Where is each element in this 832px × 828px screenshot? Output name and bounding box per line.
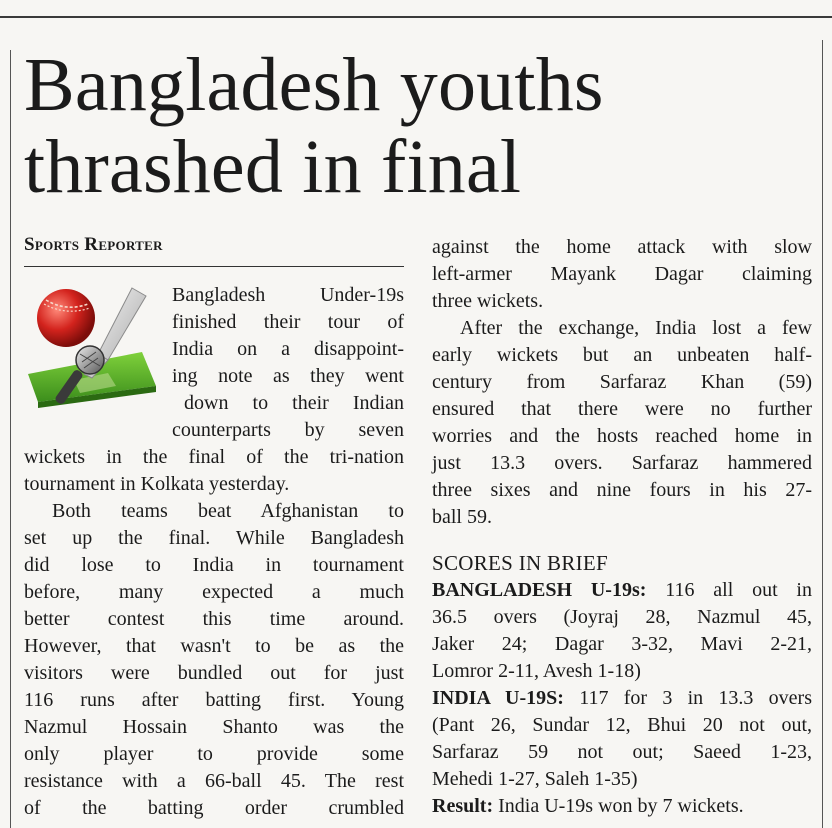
text-line: ensured that there were no further: [432, 398, 812, 420]
score-text: 117 for 3 in 13.3 overs: [563, 687, 812, 709]
column-1-body: [24, 444, 404, 822]
text-line: ball 59.: [432, 506, 492, 528]
text-line: 36.5 overs (Joyraj 28, Nazmul 45,: [432, 606, 812, 628]
text-line: Both teams beat Afghanistan to: [52, 500, 404, 522]
text-line: Nazmul Hossain Shanto was the: [24, 716, 404, 738]
text-line: (Pant 26, Sundar 12, Bhui 20 not out,: [432, 714, 812, 736]
text-line: [432, 577, 812, 604]
column-rule-right: [822, 40, 823, 828]
text-line: three sixes and nine fours in his 27-: [432, 479, 812, 501]
text-line: counterparts by seven: [172, 419, 404, 441]
score-text: 116 all out in: [646, 579, 812, 601]
text-line: three wickets.: [432, 290, 544, 312]
cricket-ball-bat-microphone-icon: [24, 282, 164, 417]
team-label: BANGLADESH U-19s:: [432, 579, 647, 601]
text-line: against the home attack with slow: [432, 236, 812, 258]
column-1-intro: [172, 282, 404, 444]
text-line: century from Sarfaraz Khan (59): [432, 371, 812, 393]
text-line: better contest this time around.: [24, 608, 404, 630]
text-line: [432, 685, 812, 712]
text-line: Bangladesh Under-19s: [172, 284, 404, 306]
column-rule-left: [10, 50, 11, 828]
text-line: finished their tour of: [172, 311, 404, 333]
text-line: just 13.3 overs. Sarfaraz hammered: [432, 452, 812, 474]
text-line: 116 runs after batting first. Young: [24, 689, 404, 711]
headline: [24, 44, 814, 208]
text-line: However, that wasn't to be as the: [24, 635, 404, 657]
text-line: After the exchange, India lost a few: [460, 317, 812, 339]
scores-heading: SCORES IN BRIEF: [432, 551, 609, 575]
headline-line-2: thrashed in final: [24, 125, 522, 209]
scores-in-brief: [432, 550, 812, 820]
team-label: INDIA U-19S:: [432, 687, 564, 709]
byline-rule: [24, 266, 404, 267]
top-rule: [0, 16, 832, 18]
result-text: India U-19s won by 7 wickets.: [493, 795, 744, 817]
text-line: Lomror 2-11, Avesh 1-18): [432, 660, 641, 682]
text-line: worries and the hosts reached home in: [432, 425, 812, 447]
text-line: ing note as they went: [172, 365, 404, 387]
text-line: India on a disappoint-: [172, 338, 404, 360]
result-label: Result:: [432, 795, 494, 817]
headline-line-1: Bangladesh youths: [24, 43, 604, 127]
text-line: down to their Indian: [184, 392, 404, 414]
text-line: left-armer Mayank Dagar claiming: [432, 263, 812, 285]
text-line: Jaker 24; Dagar 3-32, Mavi 2-21,: [432, 633, 812, 655]
text-line: wickets in the final of the tri-nation: [24, 446, 404, 468]
result-line: [432, 793, 812, 820]
column-2-body: [432, 234, 812, 531]
text-line: resistance with a 66-ball 45. The rest: [24, 770, 404, 792]
text-line: set up the final. While Bangladesh: [24, 527, 404, 549]
text-line: did lose to India in tournament: [24, 554, 404, 576]
text-line: only player to provide some: [24, 743, 404, 765]
text-line: early wickets but an unbeaten half-: [432, 344, 812, 366]
text-line: tournament in Kolkata yesterday.: [24, 473, 290, 495]
byline-text: Sports Reporter: [24, 234, 163, 255]
text-line: visitors were bundled out for just: [24, 662, 404, 684]
byline: [24, 234, 163, 256]
text-line: before, many expected a much: [24, 581, 404, 603]
text-line: of the batting order crumbled: [24, 797, 404, 819]
text-line: Sarfaraz 59 not out; Saeed 1-23,: [432, 741, 812, 763]
text-line: Mehedi 1-27, Saleh 1-35): [432, 768, 638, 790]
